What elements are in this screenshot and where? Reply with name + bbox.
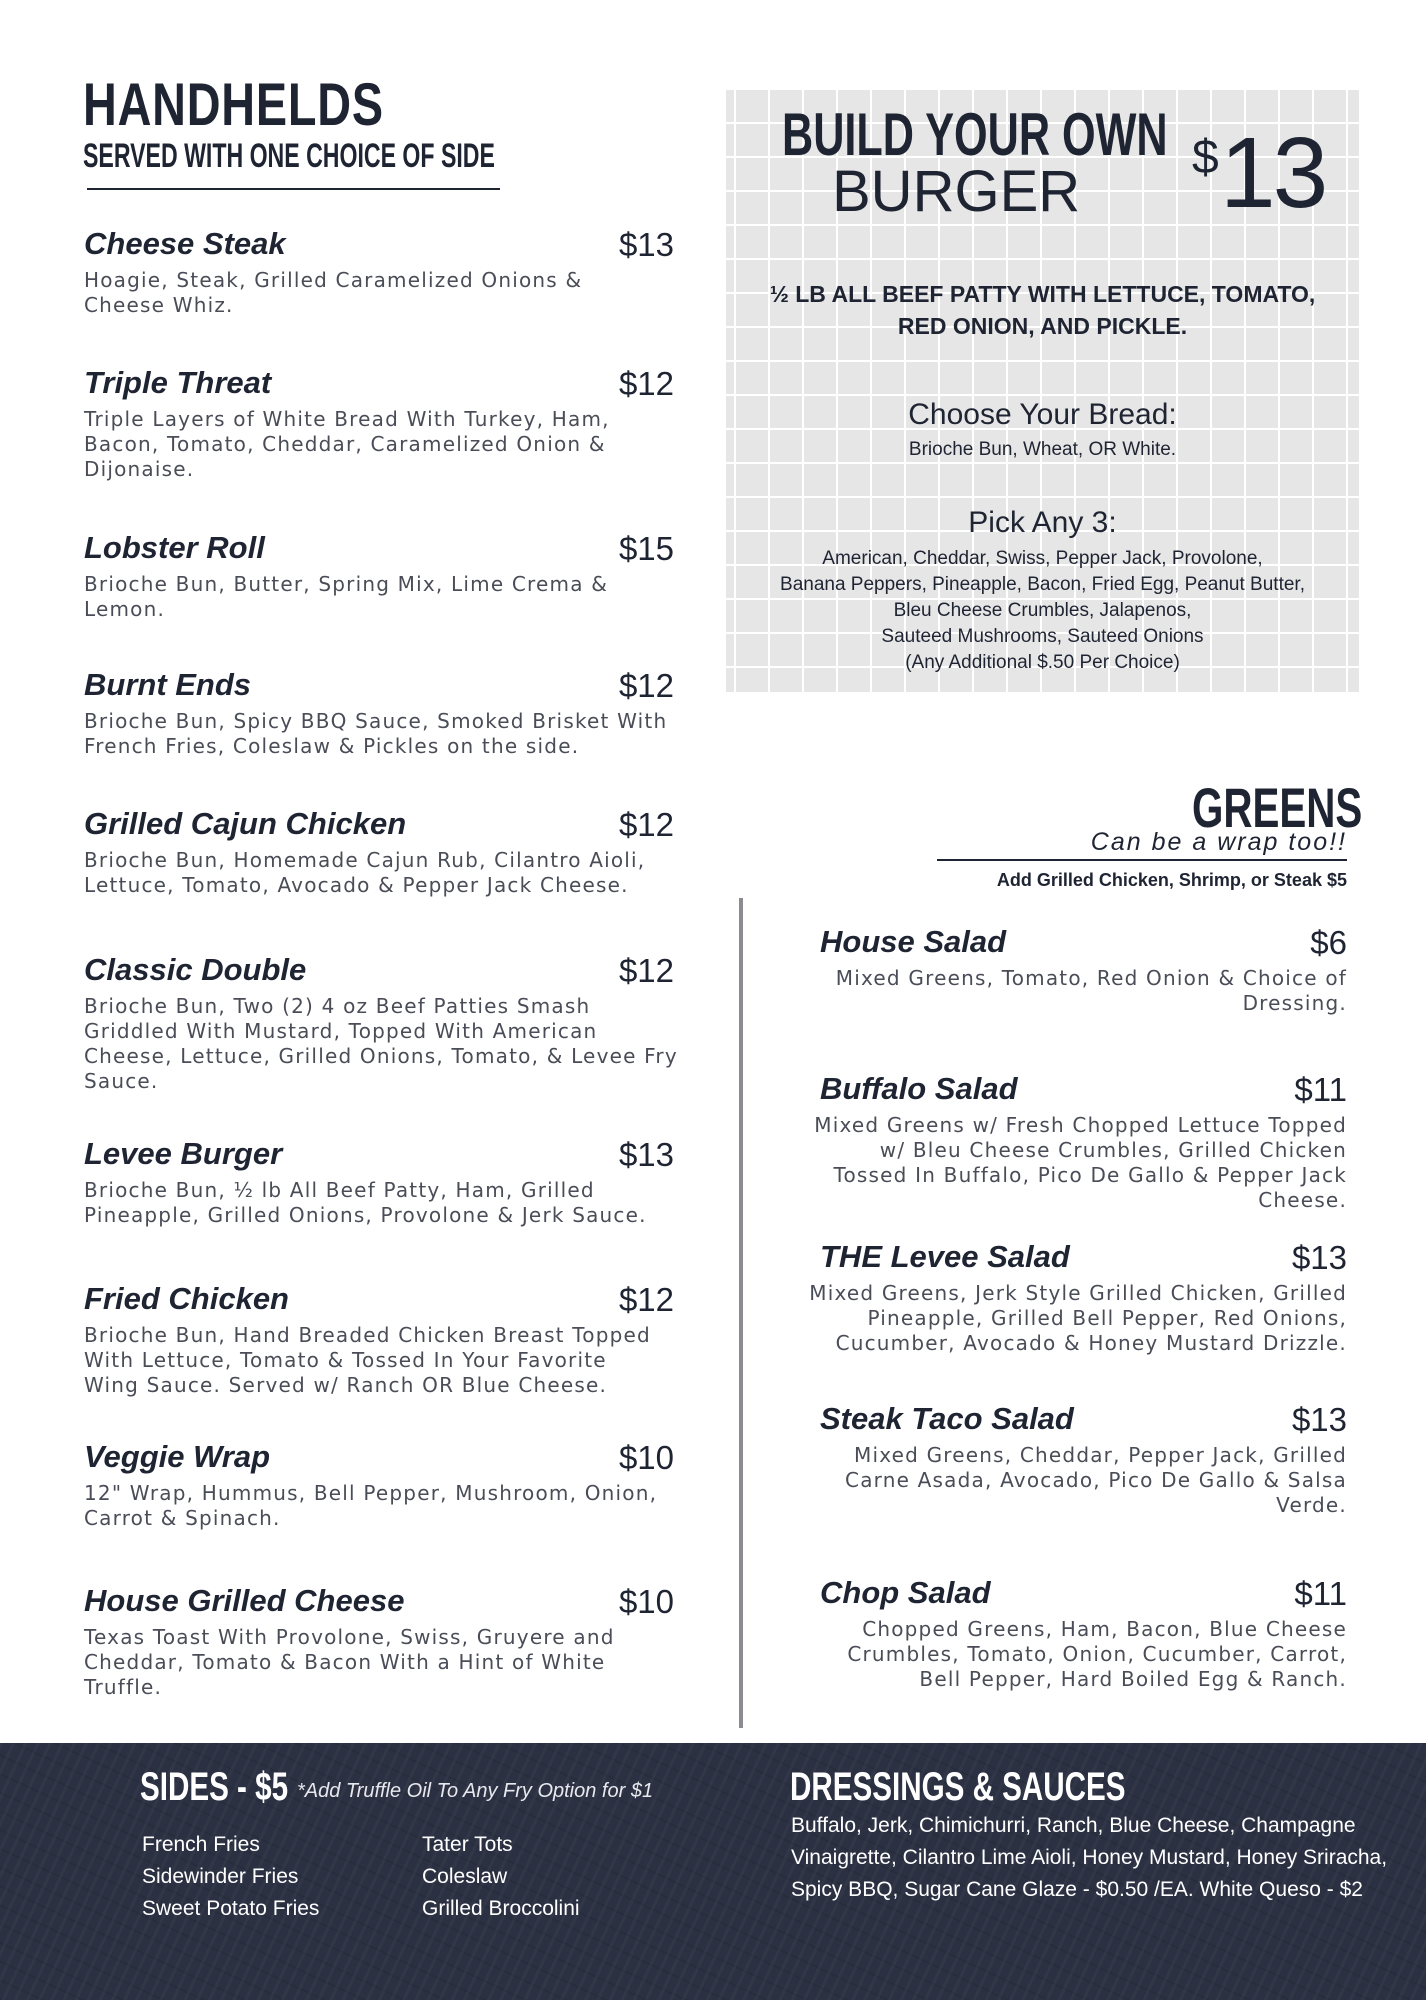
handhelds-divider bbox=[87, 188, 500, 190]
greens-divider bbox=[937, 859, 1347, 861]
build-your-own-panel bbox=[726, 88, 1359, 692]
side-item: French Fries bbox=[142, 1833, 260, 1856]
item-name: Veggie Wrap bbox=[84, 1439, 271, 1474]
menu-item-burnt-ends bbox=[84, 667, 674, 759]
handhelds-title: HANDHELDS bbox=[83, 71, 384, 138]
pick-line: (Any Additional $.50 Per Choice) bbox=[905, 652, 1180, 673]
item-name: Cheese Steak bbox=[84, 226, 286, 261]
item-price: $12 bbox=[618, 806, 674, 843]
bread-heading: Choose Your Bread: bbox=[908, 398, 1177, 431]
menu-item-house-grilled-cheese bbox=[84, 1583, 674, 1700]
menu-item-triple-threat bbox=[84, 365, 674, 482]
item-price: $12 bbox=[618, 952, 674, 989]
menu-item-the-levee-salad bbox=[800, 1239, 1347, 1356]
pick-line: American, Cheddar, Swiss, Pepper Jack, Provolone, bbox=[822, 548, 1263, 569]
item-description: Hoagie, Steak, Grilled Caramelized Onions & Cheese Whiz. bbox=[84, 268, 583, 317]
menu-item-chop-salad bbox=[800, 1575, 1347, 1692]
item-description: Brioche Bun, Homemade Cajun Rub, Cilantro Aioli, Lettuce, Tomato, Avocado & Pepper Jack Cheese. bbox=[84, 848, 646, 897]
greens-subtitle: Can be a wrap too!! bbox=[1090, 828, 1347, 856]
pick-line: Sauteed Mushrooms, Sauteed Onions bbox=[881, 626, 1204, 647]
side-item: Coleslaw bbox=[422, 1865, 508, 1888]
item-price: $13 bbox=[1291, 1239, 1347, 1276]
menu-item-cheese-steak bbox=[84, 226, 674, 318]
sides-note: *Add Truffle Oil To Any Fry Option for $1 bbox=[297, 1780, 654, 1802]
byo-title-burger: BURGER bbox=[832, 159, 1081, 224]
dressings-title: DRESSINGS & SAUCES bbox=[790, 1765, 1126, 1809]
handhelds-subtitle: SERVED WITH ONE CHOICE OF SIDE bbox=[83, 137, 495, 175]
item-price: $10 bbox=[618, 1583, 674, 1620]
menu-item-classic-double bbox=[84, 952, 678, 1094]
item-description: Mixed Greens, Tomato, Red Onion & Choice of Dressing. bbox=[835, 966, 1347, 1015]
pick-heading: Pick Any 3: bbox=[968, 506, 1117, 539]
item-price: $13 bbox=[618, 1136, 674, 1173]
item-price: $6 bbox=[1310, 924, 1347, 961]
bread-options: Brioche Bun, Wheat, OR White. bbox=[908, 439, 1177, 460]
item-price: $13 bbox=[618, 226, 674, 263]
side-item: Grilled Broccolini bbox=[422, 1897, 580, 1920]
item-description: Mixed Greens, Cheddar, Pepper Jack, Grilled Carne Asada, Avocado, Pico De Gallo & Salsa Verde. bbox=[845, 1443, 1347, 1517]
item-price: $10 bbox=[618, 1439, 674, 1476]
pick-line: Banana Peppers, Pineapple, Bacon, Fried Egg, Peanut Butter, bbox=[780, 574, 1305, 595]
item-name: Grilled Cajun Chicken bbox=[84, 806, 407, 841]
side-item: Sidewinder Fries bbox=[142, 1865, 299, 1888]
item-price: $15 bbox=[618, 530, 674, 567]
item-name: Buffalo Salad bbox=[820, 1071, 1018, 1106]
item-price: $12 bbox=[618, 667, 674, 704]
item-description: Mixed Greens, Jerk Style Grilled Chicken, Grilled Pineapple, Grilled Bell Pepper, Red Onions, Cucumber, Avocado & Honey Mustard Drizzle. bbox=[809, 1281, 1347, 1355]
item-description: Texas Toast With Provolone, Swiss, Gruyere and Cheddar, Tomato & Bacon With a Hint of White Truffle. bbox=[84, 1625, 615, 1699]
byo-price-symbol: $ bbox=[1192, 131, 1219, 184]
item-name: THE Levee Salad bbox=[820, 1239, 1070, 1274]
greens-add-note: Add Grilled Chicken, Shrimp, or Steak $5 bbox=[996, 870, 1347, 890]
item-description: 12" Wrap, Hummus, Bell Pepper, Mushroom, Onion, Carrot & Spinach. bbox=[84, 1481, 658, 1530]
item-name: Levee Burger bbox=[84, 1136, 283, 1171]
menu-item-steak-taco-salad bbox=[800, 1401, 1347, 1518]
item-name: Chop Salad bbox=[820, 1575, 991, 1610]
item-price: $11 bbox=[1294, 1575, 1347, 1612]
item-description: Mixed Greens w/ Fresh Chopped Lettuce Topped w/ Bleu Cheese Crumbles, Grilled Chicken Tossed In Buffalo, Pico De Gallo & Pepper Jack Cheese. bbox=[814, 1113, 1347, 1212]
item-price: $13 bbox=[1291, 1401, 1347, 1438]
item-name: House Salad bbox=[820, 924, 1007, 959]
item-name: Classic Double bbox=[84, 952, 307, 987]
item-name: Triple Threat bbox=[84, 365, 272, 400]
side-item: Tater Tots bbox=[422, 1833, 513, 1856]
item-price: $11 bbox=[1294, 1071, 1347, 1108]
pick-options bbox=[726, 546, 1359, 676]
item-description: Chopped Greens, Ham, Bacon, Blue Cheese Crumbles, Tomato, Onion, Cucumber, Carrot, Bell Pepper, Hard Boiled Egg & Ranch. bbox=[847, 1617, 1347, 1691]
side-item: Sweet Potato Fries bbox=[142, 1897, 320, 1920]
item-name: Steak Taco Salad bbox=[820, 1401, 1074, 1436]
item-description: Brioche Bun, Two (2) 4 oz Beef Patties Smash Griddled With Mustard, Topped With American Cheese, Lettuce, Grilled Onions, Tomato, & Levee Fry Sauce. bbox=[84, 994, 678, 1093]
byo-description: ½ LB ALL BEEF PATTY WITH LETTUCE, TOMATO, RED ONION, AND PICKLE. bbox=[769, 281, 1316, 339]
item-description: Triple Layers of White Bread With Turkey, Ham, Bacon, Tomato, Cheddar, Caramelized Onion & Dijonaise. bbox=[84, 407, 610, 481]
menu-item-house-salad bbox=[800, 924, 1347, 1016]
item-name: Fried Chicken bbox=[84, 1281, 289, 1316]
item-description: Brioche Bun, Spicy BBQ Sauce, Smoked Brisket With French Fries, Coleslaw & Pickles on the side. bbox=[84, 709, 668, 758]
item-name: Burnt Ends bbox=[84, 667, 252, 702]
byo-title: BUILD YOUR OWN bbox=[782, 101, 1168, 168]
menu-item-buffalo-salad bbox=[800, 1071, 1347, 1213]
column-divider bbox=[739, 898, 743, 1728]
item-price: $12 bbox=[618, 365, 674, 402]
footer-panel bbox=[0, 1743, 1426, 2000]
pick-line: Bleu Cheese Crumbles, Jalapenos, bbox=[893, 600, 1192, 621]
menu-item-lobster-roll bbox=[84, 530, 674, 622]
byo-price: 13 bbox=[1220, 117, 1326, 229]
menu-item-levee-burger bbox=[84, 1136, 674, 1228]
sides-title: SIDES - $5 bbox=[140, 1765, 289, 1809]
item-name: Lobster Roll bbox=[84, 530, 265, 565]
item-name: House Grilled Cheese bbox=[84, 1583, 405, 1618]
item-description: Brioche Bun, Butter, Spring Mix, Lime Crema & Lemon. bbox=[84, 572, 609, 621]
item-description: Brioche Bun, ½ lb All Beef Patty, Ham, Grilled Pineapple, Grilled Onions, Provolone & Jerk Sauce. bbox=[84, 1178, 647, 1227]
menu-item-fried-chicken bbox=[84, 1281, 674, 1398]
item-description: Brioche Bun, Hand Breaded Chicken Breast Topped With Lettuce, Tomato & Tossed In Your Favorite Wing Sauce. Served w/ Ranch OR Blue Cheese. bbox=[84, 1323, 651, 1397]
greens-title: GREENS bbox=[1192, 776, 1363, 839]
menu-item-veggie-wrap bbox=[84, 1439, 674, 1531]
menu-item-grilled-cajun-chicken bbox=[84, 806, 674, 898]
dressings-list: Buffalo, Jerk, Chimichurri, Ranch, Blue Cheese, Champagne Vinaigrette, Cilantro Lime Aioli, Honey Mustard, Honey Sriracha, Spicy BBQ, Sugar Cane Glaze - $0.50 /EA. White Queso - $2 bbox=[791, 1814, 1388, 1901]
item-price: $12 bbox=[618, 1281, 674, 1318]
